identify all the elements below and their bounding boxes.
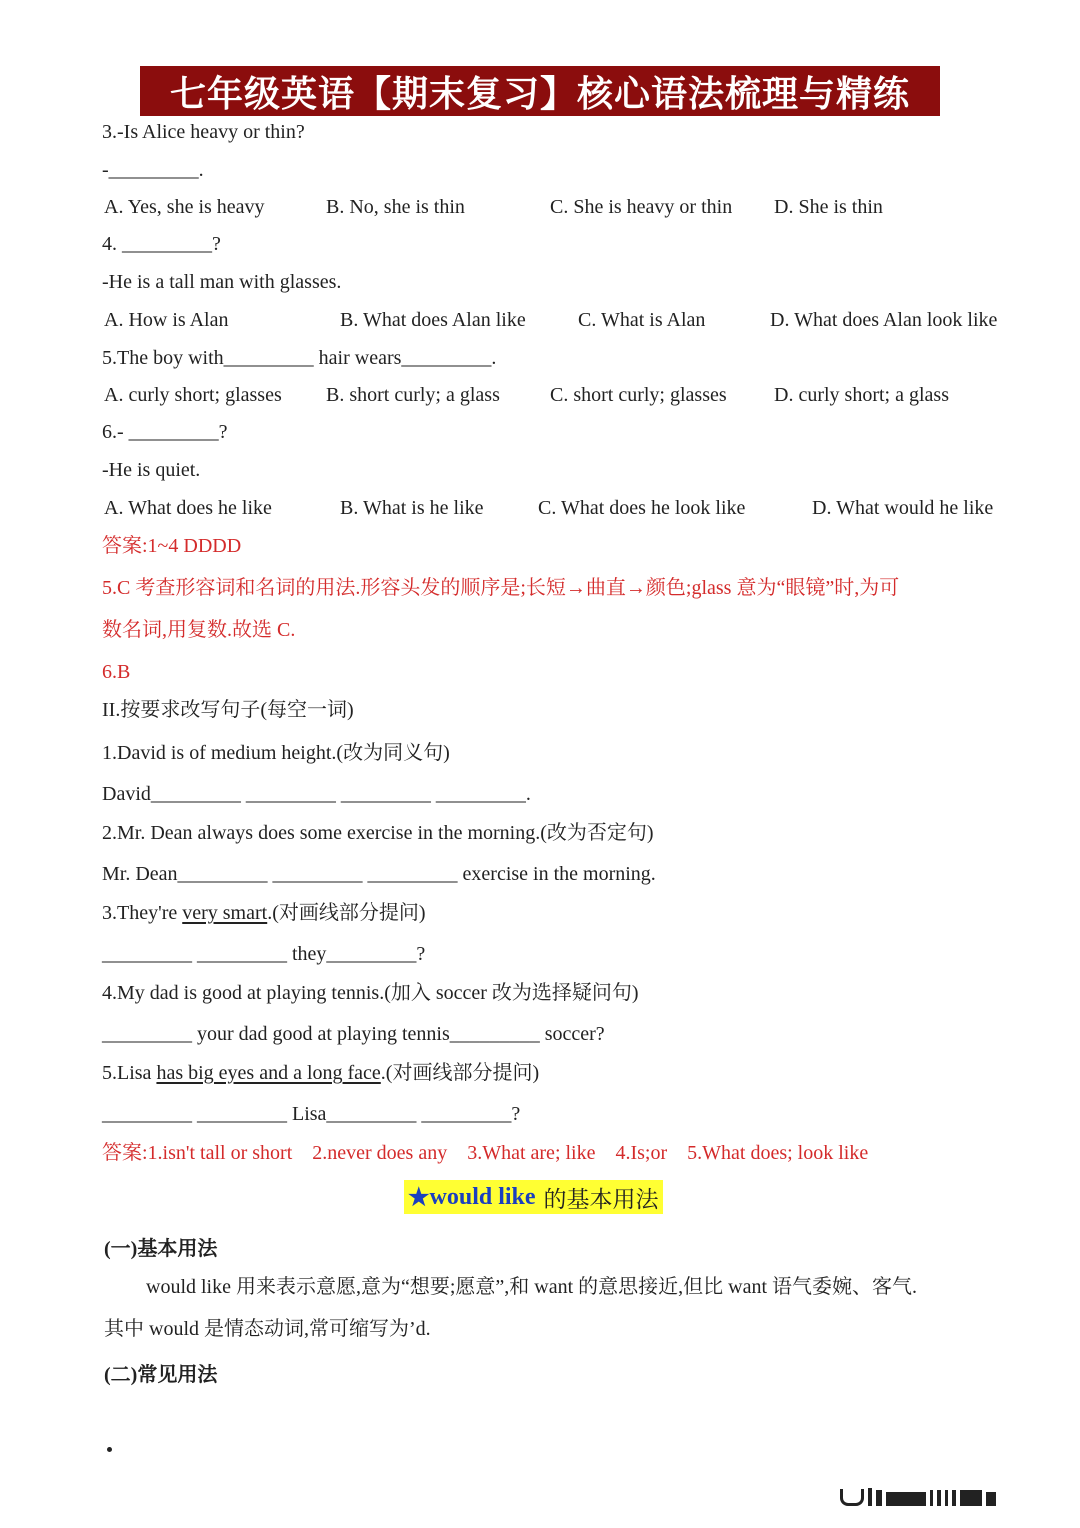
heading-chinese: 的基本用法 bbox=[543, 1186, 659, 1213]
rewrite-4-question: 4.My dad is good at playing tennis.(加入 soccer 改为选择疑问句) bbox=[102, 982, 639, 1004]
q5-option-d: D. curly short; a glass bbox=[774, 384, 949, 406]
subheading-common-usage: (二)常见用法 bbox=[104, 1364, 218, 1386]
q5-option-a: A. curly short; glasses bbox=[104, 384, 282, 406]
q6-option-a: A. What does he like bbox=[104, 497, 272, 519]
q4-option-b: B. What does Alan like bbox=[340, 309, 526, 331]
answer-key-section2: 答案:1.isn't tall or short 2.never does any 3.What are; like 4.Is;or 5.What does; look like bbox=[102, 1142, 869, 1164]
q6-option-b: B. What is he like bbox=[340, 497, 484, 519]
q5-question: 5.The boy with_________ hair wears_________. bbox=[102, 347, 497, 369]
q4-question: 4. _________? bbox=[102, 233, 221, 255]
basic-usage-paragraph-line1: would like 用来表示意愿,意为“想要;愿意”,和 want 的意思接近,但比 want 语气委婉、客气. bbox=[146, 1276, 918, 1298]
rewrite-2-question: 2.Mr. Dean always does some exercise in the morning.(改为否定句) bbox=[102, 822, 654, 844]
rewrite-5-answer-line: _________ _________ Lisa_________ _________? bbox=[102, 1103, 521, 1125]
heading-english: would like bbox=[429, 1183, 536, 1210]
underlined-phrase: has big eyes and a long face bbox=[156, 1062, 381, 1084]
answer-explanation-line2: 数名词,用复数.故选 C. bbox=[102, 619, 296, 641]
q4-option-c: C. What is Alan bbox=[578, 309, 706, 331]
q3-option-c: C. She is heavy or thin bbox=[550, 196, 733, 218]
rewrite-3-question: 3.They're very smart.(对画线部分提问) bbox=[102, 902, 426, 924]
star-icon: ★ bbox=[408, 1184, 430, 1211]
q4-reply: -He is a tall man with glasses. bbox=[102, 271, 342, 293]
q6-option-d: D. What would he like bbox=[812, 497, 994, 519]
q3-option-b: B. No, she is thin bbox=[326, 196, 465, 218]
basic-usage-paragraph-line2: 其中 would 是情态动词,常可缩写为’d. bbox=[104, 1318, 431, 1340]
bullet-dot bbox=[107, 1447, 112, 1452]
section2-heading: II.按要求改写句子(每空一词) bbox=[102, 699, 354, 721]
q3-option-a: A. Yes, she is heavy bbox=[104, 196, 265, 218]
rewrite-3-answer-line: _________ _________ they_________? bbox=[102, 943, 426, 965]
rewrite-5-question: 5.Lisa has big eyes and a long face.(对画线部分提问) bbox=[102, 1062, 540, 1084]
would-like-heading bbox=[404, 1180, 663, 1214]
q4-option-d: D. What does Alan look like bbox=[770, 309, 998, 331]
q6-option-c: C. What does he look like bbox=[538, 497, 746, 519]
q5-option-b: B. short curly; a glass bbox=[326, 384, 500, 406]
rewrite-1-answer-line: David_________ _________ _________ _________. bbox=[102, 783, 531, 805]
q6-question: 6.- _________? bbox=[102, 421, 228, 443]
q3-option-d: D. She is thin bbox=[774, 196, 883, 218]
page-title: 七年级英语【期末复习】核心语法梳理与精练 bbox=[140, 66, 940, 116]
q4-option-a: A. How is Alan bbox=[104, 309, 229, 331]
answer-key-1: 答案:1~4 DDDD bbox=[102, 535, 242, 557]
subheading-basic-usage: (一)基本用法 bbox=[104, 1238, 218, 1260]
q3-question: 3.-Is Alice heavy or thin? bbox=[102, 121, 305, 143]
q5-option-c: C. short curly; glasses bbox=[550, 384, 727, 406]
rewrite-4-answer-line: _________ your dad good at playing tennis_________ soccer? bbox=[102, 1023, 605, 1045]
underlined-phrase: very smart bbox=[182, 902, 268, 924]
q6-reply: -He is quiet. bbox=[102, 459, 201, 481]
watermark-strip bbox=[840, 1486, 1056, 1506]
rewrite-1-question: 1.David is of medium height.(改为同义句) bbox=[102, 742, 450, 764]
rewrite-2-answer-line: Mr. Dean_________ _________ _________ exercise in the morning. bbox=[102, 863, 656, 885]
q3-blank: -_________. bbox=[102, 159, 204, 181]
answer-explanation-line1: 5.C 考查形容词和名词的用法.形容头发的顺序是;长短→曲直→颜色;glass 意为“眼镜”时,为可 bbox=[102, 577, 900, 599]
answer-key-6: 6.B bbox=[102, 661, 131, 683]
